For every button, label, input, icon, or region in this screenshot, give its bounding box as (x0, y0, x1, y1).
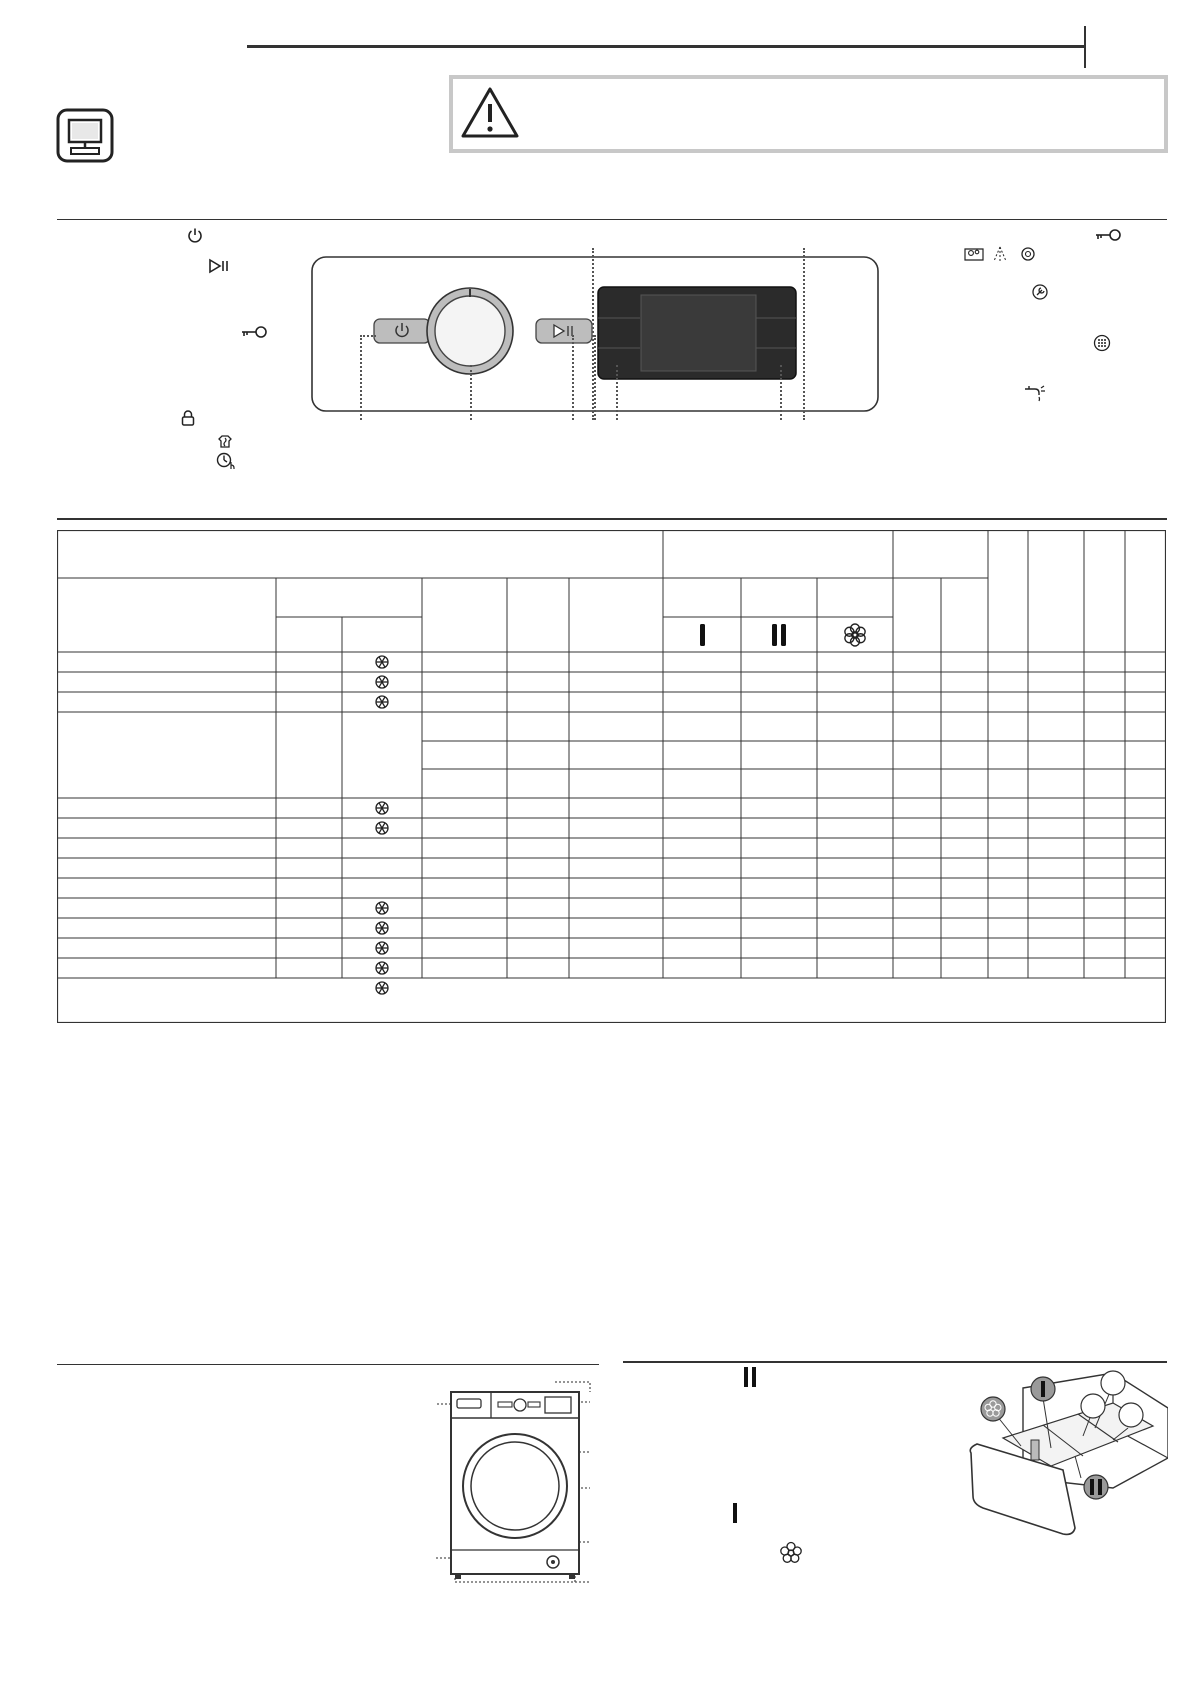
rinse-spray-icon (991, 245, 1009, 263)
key-lock-icon-right (1094, 227, 1122, 243)
cold-wash-icon (376, 822, 388, 834)
leader-display-left-mid (594, 335, 596, 420)
leader-power (360, 335, 362, 420)
machine-section-rule (57, 1364, 599, 1365)
header-rule-tick (1084, 26, 1086, 68)
table-compartment-two-icon-right (781, 624, 786, 646)
cold-wash-icon (376, 696, 388, 708)
header-rule (247, 45, 1085, 48)
program-knob (435, 296, 505, 366)
dispenser-callout-a (1101, 1371, 1125, 1395)
start-pause-icon (208, 258, 230, 274)
tap-water-icon (1023, 384, 1049, 402)
leader-display-right-inner (780, 365, 782, 420)
cold-wash-icon (376, 656, 388, 668)
cold-wash-icon (376, 942, 388, 954)
cotton-stain-icon (963, 245, 985, 263)
delay-timer-icon (216, 452, 236, 470)
dispenser-callout-c (1119, 1403, 1143, 1427)
cold-wash-icon (376, 802, 388, 814)
cold-wash-icon (376, 962, 388, 974)
leader-start (572, 335, 574, 420)
spin-drum-icon (1020, 245, 1036, 263)
cold-wash-icon (376, 922, 388, 934)
cold-wash-icon (376, 676, 388, 688)
machine-front-illustration (435, 1378, 595, 1588)
program-table (57, 530, 1166, 1023)
dispenser-callout-softener (981, 1397, 1005, 1421)
warning-triangle-icon (460, 86, 520, 140)
program-table-section-rule (57, 518, 1167, 520)
dispenser-callout-compartment-two (1084, 1475, 1108, 1499)
compartment-two-icon (742, 1366, 758, 1388)
padlock-icon (181, 410, 195, 426)
leader-display-right-outer (803, 248, 805, 420)
key-lock-icon (240, 324, 268, 340)
cold-wash-icon (376, 982, 388, 994)
steam-icon (216, 433, 234, 449)
display-screen (641, 295, 756, 371)
maintenance-icon (1031, 283, 1049, 301)
table-border (58, 531, 1166, 1023)
computer-monitor-icon (56, 108, 114, 163)
leader-power-h (360, 335, 376, 337)
cold-wash-icon (376, 902, 388, 914)
softener-flower-icon (779, 1541, 803, 1565)
dispenser-section-rule (623, 1361, 1167, 1363)
dispenser-illustration (963, 1368, 1168, 1538)
leader-knob (470, 365, 472, 420)
dispenser-callout-b (1081, 1394, 1105, 1418)
leader-display-left-inner (616, 365, 618, 420)
table-compartment-one-icon (700, 624, 705, 646)
table-softener-flower-icon (845, 624, 865, 646)
options-grid-icon (1093, 334, 1111, 352)
table-compartment-two-icon-left (772, 624, 777, 646)
compartment-one-icon (731, 1502, 739, 1524)
control-panel-section-rule (57, 219, 1167, 220)
dispenser-callout-compartment-one (1031, 1377, 1055, 1401)
power-icon (187, 227, 203, 243)
warning-box (449, 75, 1168, 153)
